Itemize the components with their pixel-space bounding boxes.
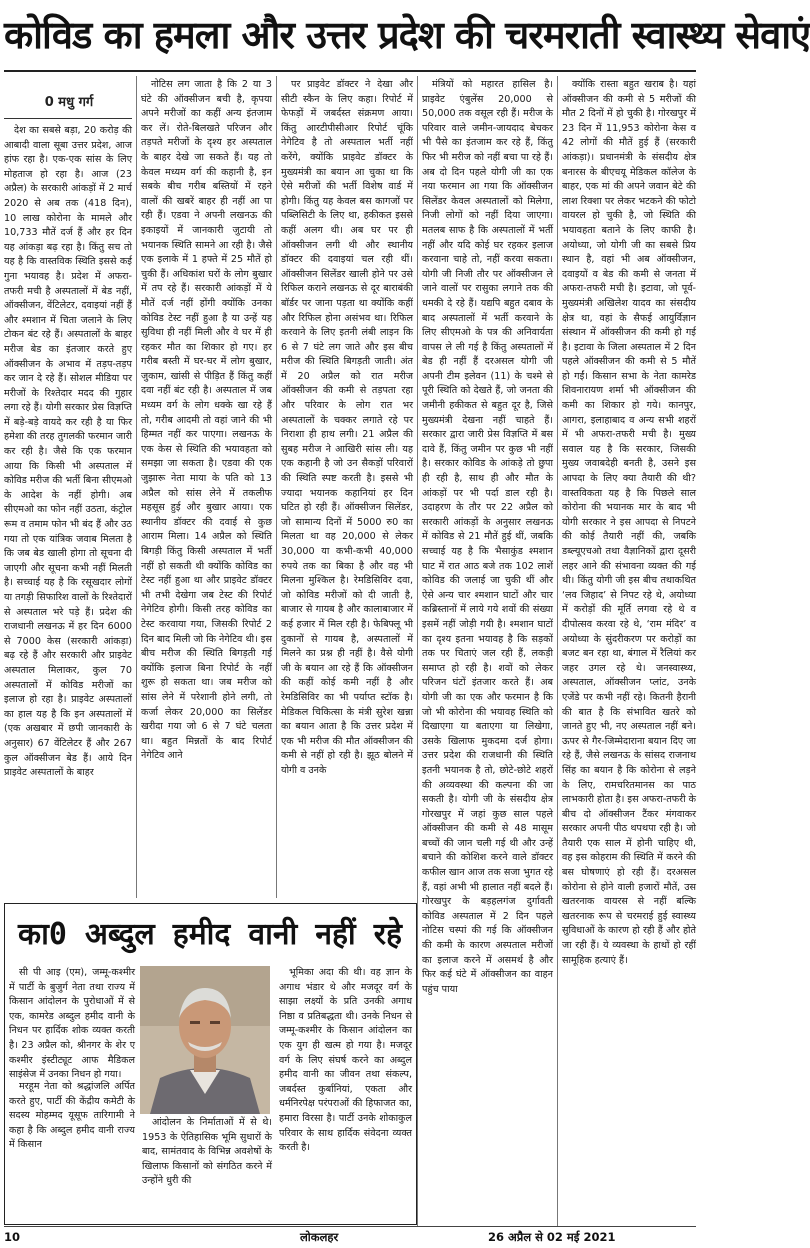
obituary-text: मरहूम नेता को श्रद्धांजलि अर्पित करते हुए, पार्टी की केंद्रीय कमेटी के सदस्य मोहम्मद यूसूफ तारिगामी ने कहा है कि अब्दुल हमीद वानी राज्य में किसान	[9, 1081, 135, 1151]
article-text: क्योंकि रास्ता बहुत खराब है। यहां ऑक्सीजन की कमी से 5 मरीजों की मौत 2 दिनों में हो चुकी है। गोरखपुर में 23 दिन में 11,953 कोरोना केस व 42 लोगों की मौतें हुई हैं (सरकारी आंकड़ा)। प्रधानमंत्री के संसदीय क्षेत्र बनारस के बीएचयू मेडिकल कॉलेज के बाहर, एक मां की अपने जवान बेटे की लाश रिक्शा पर लेकर भटकने की फोटो वायरल हो चुकी है, जो स्थिति की भयावहता बताने के लिए काफी है। अयोध्या, जो योगी जी का सबसे प्रिय स्थान है, वहां भी अब ऑक्सीजन, दवाइयों व बेड की कमी से जनता में अफरा-तफरी मची है। इटावा, जो पूर्व-मुख्यमंत्री अखिलेश यादव का संसदीय क्षेत्र था, वहां के सैफई आयुर्विज्ञान संस्थान में ऑक्सीजन की कमी हो गई है। इटावा के जिला अस्पताल में 2 दिन पहले ऑक्सीजन की कमी से 5 मौतें हो गईं। किसान सभा के नेता कामरेड शिवनारायण शर्मा भी ऑक्सीजन की कमी का शिकार हो गये। कानपुर, आगरा, इलाहाबाद व अन्य सभी शहरों में भी अफरा-तफरी मची है। मुख्य सवाल यह है कि सरकार, जिसकी मुख्य जवाबदेही बनती है, उसने इस आपदा के लिए क्या तैयारी की थी? वास्तविकता यह है कि पिछले साल कोरोना की भयानक मार के बाद भी योगी सरकार ने इस आपदा से निपटने की कोई तैयारी नहीं की, जबकि डब्ल्यूएचओ तथा वैज्ञानिकों द्वारा दूसरी लहर आने की संभावना व्यक्त की गई थी। किंतु योगी जी इस बीच तथाकथित ‘लव जिहाद’ से निपट रहे थे, अयोध्या में करोड़ों की मूर्ति लगवा रहे थे व दीपोत्सव करवा रहे थे, ‘राम मंदिर’ व अयोध्या के सुंदरीकरण पर करोड़ों का बजट बन रहा था, बंगाल में रैलियां कर जहर उगल रहे थे। जनस्वास्थ्य, अस्पताल, ऑक्सीजन प्लांट, उनके एजेंडे पर कभी नहीं रहे। कितनी हैरानी की बात है कि संभावित खतरे को जानते हुए भी, नए अस्पताल नहीं बने। ऊपर से गैर-जिम्मेदाराना बयान दिए जा रहे हैं, जैसे लखनऊ के सांसद राजनाथ सिंह का बयान है कि कोरोना से लड़ने के लिए, रामचरितमानस का पाठ लाभकारी होता है। इस अफरा-तफरी के बीच दो ऑक्सीजन टैंकर मंगवाकर सरकार अपनी पीठ थपथपा रही है। जो तैयारी एक साल में होनी चाहिए थी, वह इस कोहराम की स्थिति में करने की बस घोषणाएं हो रही हैं। दरअसल कोरोना से होने वाली हजारों मौतें, उस खतरनाक वायरस से नहीं बल्कि खतरनाक रूप से चरमराई हुई स्वास्थ्य सुविधाओं के कारण हो रही हैं और होते जा रही हैं। ये व्यवस्था के हाथों हो रहीं सामूहिक हत्याएं हैं।	[562, 79, 696, 966]
byline-rule	[4, 118, 132, 119]
headline: कोविड का हमला और उत्तर प्रदेश की चरमराती स्वास्थ्य सेवाएं	[4, 13, 810, 57]
issue-date: 26 अप्रैल से 02 मई 2021	[488, 1230, 616, 1244]
column-divider	[417, 76, 418, 1226]
column-divider	[276, 76, 277, 898]
headline-rule	[4, 70, 696, 72]
obituary-column-2	[142, 1116, 272, 1222]
article-column-2	[141, 78, 272, 898]
article-text: मंत्रियों को महारत हासिल है। प्राइवेट एंबुलेंस 20,000 से 50,000 तक वसूल रही हैं। मरीज के परिवार वाले जमीन-जायदाद बेचकर भी पैसे का इंतजाम कर रहे हैं, किंतु फिर भी मरीज को नहीं बचा पा रहे हैं। अब दो दिन पहले योगी जी का एक नया फरमान आ गया कि ऑक्सीजन सिलेंडर केवल अस्पतालों को मिलेगा, निजी लोगों को नहीं दिया जाएगा। मतलब साफ है कि अस्पतालों में भर्ती नहीं और यदि कोई घर रहकर इलाज करवाना चाहे तो, नहीं करवा सकता। योगी जी निजी तौर पर ऑक्सीजन ले जाने वालों पर रासुका लगाने तक की धमकी दे रहे हैं। यद्यपि बहुत दबाव के बाद अस्पतालों में भर्ती करवाने के लिए सीएमओ के पत्र की अनिवार्यता वापस ले ली गई है किंतु अस्पतालों में बेड ही नहीं हैं दरअसल योगी जी अपनी टीम इलेवन (11) के चश्मे से पूरी स्थिति को देखते हैं, जो जनता की जमीनी हकीकत से बहुत दूर है, जिसे मुख्यमंत्री देखना नहीं चाहते हैं। सरकार द्वारा जारी प्रेस विज्ञप्ति में बस दावे हैं, किंतु जमीन पर कुछ भी नहीं है। सरकार कोविड के आंकड़े तो छुपा ही रही है, साथ ही और मौत के आंकड़ों पर भी पर्दा डाल रही है। उदाहरण के तौर पर 22 अप्रैल को सरकारी आंकड़ों के अनुसार लखनऊ में कोविड से 21 मौतें हुई थीं, जबकि सच्चाई यह है कि भैसाकुंड श्मशान घाट में रात आठ बजे तक 102 लाशें कोविड की जलाई जा चुकी थीं और ऐसे अन्य चार श्मशान घाटों और चार कब्रिस्तानों में लाये गये शवों की संख्या इसमें नहीं जोड़ी गयी है। श्मशान घाटों का दृश्य इतना भयावह है कि सड़कों तक पर चिताएं जल रही हैं, लकड़ी समाप्त हो रही है। शवों को लेकर परिजन घंटों इंतजार करते हैं। अब योगी जी का एक और फरमान है कि जो भी कोरोना की भयावह स्थिति को दिखाएगा या बताएगा या लिखेगा, उसके खिलाफ मुकदमा दर्ज होगा। उत्तर प्रदेश की राजधानी की स्थिति इतनी भयानक है तो, छोटे-छोटे शहरों की अव्यवस्था की कल्पना की जा सकती है। योगी जी के संसदीय क्षेत्र गोरखपुर में जहां कुछ साल पहले ऑक्सीजन की कमी से 48 मासूम बच्चों की जान चली गई थी और उन्हें बचाने की कोशिश करने वाले डॉक्टर कफील खान आज तक सजा भुगत रहे हैं, वहां अभी भी हालात नहीं बदले हैं। गोरखपुर के बड़हलगंज दुर्गावती कोविड अस्पताल में 2 दिन पहले नोटिस चस्पां की गई कि ऑक्सीजन की कमी के कारण अस्पताल मरीजों का इलाज करने में असमर्थ है और फिर कई घंटे में ऑक्सीजन का वाहन पहुंच पाया	[422, 79, 553, 995]
obituary-text: भूमिका अदा की थी। वह ज्ञान के अगाध भंडार थे और मजदूर वर्ग के साझा लक्ष्यों के प्रति उनकी अगाध निष्ठा व प्रतिबद्धता थी। उनके निधन से जम्मू-कश्मीर के किसान आंदोलन का एक युग ही खत्म हो गया है। मजदूर वर्ग के लिए संघर्ष करने का अब्दुल हमीद वानी का जीवन तथा संकल्प, जबर्दस्त कुर्बानियां, एकता और धर्मनिरपेक्ष परंपराओं की हिफाजत का, हमारा विरसा है। पार्टी उनके शोकाकुल परिवार के साथ हार्दिक संवेदना व्यक्त करती है।	[279, 967, 412, 1154]
obituary-text: आंदोलन के निर्माताओं में से थे। 1953 के ऐतिहासिक भूमि सुधारों के बाद, सामंतवाद के विभिन्न अवशेषों के खिलाफ किसानों को संगठित करने में उन्होंने धुरी की	[142, 1117, 272, 1187]
column-divider	[136, 76, 137, 898]
column-divider	[557, 76, 558, 1226]
obituary-column-3	[279, 966, 412, 1222]
article-column-3	[281, 78, 413, 898]
article-column-5	[562, 78, 696, 1224]
article-text: पर प्राइवेट डॉक्टर ने देखा और सीटी स्कैन के लिए कहा। रिपोर्ट में फेफड़ों में जबर्दस्त संक्रमण आया। किंतु आरटीपीसीआर रिपोर्ट चूंकि नेगेटिव है तो अस्पताल भर्ती नहीं करेंगे, क्योंकि प्राइवेट डॉक्टर के मुख्यमंत्री का बयान आ चुका था कि ऐसे मरीजों की भर्ती विशेष वार्ड में होगी। किंतु यह केवल बस कागजों पर पब्लिसिटी के लिए था, हकीकत इससे कहीं अलग थी। अब घर पर ही ऑक्सीजन लगी थी और स्थानीय डॉक्टर की दवाइयां चल रही थीं। ऑक्सीजन सिलेंडर खाली होने पर उसे रिफिल कराने लखनऊ से दूर बाराबंकी बॉर्डर पर जाना पड़ता था क्योंकि कहीं और रिफिल होना असंभव था। रिफिल करवाने के लिए इतनी लंबी लाइन कि 6 से 7 घंटे लग जाते और इस बीच मरीज की स्थिति बिगड़ती जाती। अंत में 20 अप्रैल को रात मरीज ऑक्सीजन की कमी से तड़पता रहा और परिवार के लोग रात भर अस्पतालों के चक्कर लगाते रहे पर निराशा ही हाथ लगी। 21 अप्रैल की सुबह मरीज ने आखिरी सांस ली। यह एक कहानी है जो उन सैकड़ों परिवारों की स्थिति स्पष्ट करती है। इससे भी ज्यादा भयानक कहानियां हर दिन घटित हो रही हैं। ऑक्सीजन सिलेंडर, जो सामान्य दिनों में 5000 रु0 का मिलता था वह 20,000 से लेकर 30,000 या कभी-कभी 40,000 रुपये तक का बिका है और वह भी मिलना मुश्किल है। रेमडिसिविर दवा, जो कोविड मरीजों को दी जाती है, बाजार से गायब है और कालाबाजार में कई हजार में मिल रही है। फेबिफ्लू भी दुकानों से गायब है, अस्पतालों में मिलने का प्रश्न ही नहीं है। वैसे योगी जी के बयान आ रहे हैं कि ऑक्सीजन की कहीं कोई कमी नहीं है और रेमडिसिविर का भी पर्याप्त स्टॉक है। मेडिकल चिकित्सा के मंत्री सुरेश खन्ना का बयान आता है कि उत्तर प्रदेश में एक भी मरीज की मौत ऑक्सीजन की कमी से नहीं हो रही है। झूठ बोलने में योगी व उनके	[281, 79, 413, 776]
article-column-4	[422, 78, 553, 1224]
portrait-photo	[140, 966, 270, 1114]
article-text: नोटिस लग जाता है कि 2 या 3 घंटे की ऑक्सीजन बची है, कृपया अपने मरीजों का कहीं अन्य इंतजाम कर लें। रोते-बिलखते परिजन और तड़पते मरीजों के दृश्य हर अस्पताल के बाहर देखे जा सकते हैं। यह तो केवल मध्यम वर्ग की कहानी है, इन सबके बीच गरीब बस्तियों में रहने वालों की खबरें बाहर ही नहीं आ पा रही हैं। एडवा ने अपनी लखनऊ की इकाइयों में जानकारी जुटायी तो भयानक स्थिति सामने आ रही है। जैसे एक इलाके में 1 हफ्ते में 25 मौतें हो चुकी हैं। अधिकांश घरों के लोग बुखार में तप रहे हैं। सरकारी आंकड़ों में ये मौतें दर्ज नहीं होंगी क्योंकि उनका कोविड टेस्ट नहीं हुआ है या उन्हें यह सुविधा ही नहीं मिली और वे घर में ही रहकर मौत का शिकार हो गए। हर गरीब बस्ती में घर-घर में लोग बुखार, जुकाम, खांसी से पीड़ित हैं किंतु कहीं दवा नहीं बंट रही है। अस्पताल में जब मध्यम वर्ग के लोग धक्के खा रहे हैं तो, गरीब आदमी तो वहां जाने की भी हिम्मत नहीं कर पाएगा। लखनऊ के एक केस से स्थिति की भयावहता को समझा जा सकता है। एडवा की एक जुझारू नेता माया के पति को 13 अप्रैल को सांस लेने में तकलीफ महसूस हुई और बुखार आया। एक स्थानीय डॉक्टर की दवाई से कुछ आराम मिला। 14 अप्रैल को स्थिति बिगड़ी किंतु किसी अस्पताल में भर्ती नहीं हो सकती थी क्योंकि कोविड का टेस्ट नहीं हुआ था और प्राइवेट डॉक्टर भी तभी देखेगा जब टेस्ट की रिपोर्ट नेगेटिव होगी। किसी तरह कोविड का टेस्ट करवाया गया, जिसकी रिपोर्ट 2 दिन बाद मिली जो कि नेगेटिव थी। इस बीच मरीज की स्थिति बिगड़ती गई क्योंकि इलाज बिना रिपोर्ट के नहीं शुरू हो सकता था। जब मरीज को सांस लेने में परेशानी होने लगी, तो कर्जा लेकर 20,000 का सिलेंडर खरीदा गया जो 6 से 7 घंटे चलता था। बहुत मिन्नतों के बाद रिपोर्ट नेगेटिव आने	[141, 79, 272, 762]
obituary-column-1-bottom	[9, 1080, 135, 1222]
obituary-title: का0 अब्दुल हमीद वानी नहीं रहे	[18, 917, 402, 952]
article-text: देश का सबसे बड़ा, 20 करोड़ की आबादी वाला सूबा उत्तर प्रदेश, आज हांफ रहा है। एक-एक सांस के लिए मोहताज हो रहा है। आज (23 अप्रैल) के सरकारी आंकड़ों में 2 मार्च 2020 से अब तक (418 दिन), 10 लाख कोरोना के मामले और 10,733 मौतें दर्ज हैं और हर दिन यह आंकड़ा बढ़ रहा है। किंतु सच तो यह है कि वास्तविक स्थिति इससे कई गुना भयावह है। प्रदेश में अफरा-तफरी मची है अस्पतालों में बेड नहीं, ऑक्सीजन, वेंटिलेटर, दवाइयां नहीं हैं और श्मशान में चिता जलाने के लिए टोकन बंट रहे हैं। अस्पतालों के बाहर मरीज बेड का इंतजार करते हुए ऑक्सीजन के अभाव में तड़प-तड़प कर जान दे रहे हैं। सोशल मीडिया पर मरीजों के रिश्तेदार मदद की गुहार लगा रहे हैं। योगी सरकार प्रेस विज्ञप्ति में बड़े-बड़े वायदे कर रही है या फिर हमेशा की तरह तुगलकी फरमान जारी कर रही है। जैसे कि एक फरमान आया कि किसी भी अस्पताल में कोविड मरीज की भर्ती बिना सीएमओ के आदेश के नहीं होगी। अब सीएमओ का फोन नहीं उठता, कंट्रोल रूम व तमाम फोन भी बंद हैं और उठ गया तो एक यांत्रिक जवाब मिलता है कि जब बेड खाली होगा तो सूचना दी जाएगी और सूचना कभी नहीं मिलती है। सच्चाई यह है कि रसूखदार लोगों या तगड़ी सिफारिश वालों के रिश्तेदारों से अस्पताल भरे पड़े हैं। प्रदेश की राजधानी लखनऊ में हर दिन 6000 से 7000 केस (सरकारी आंकड़ा) बढ़ रहे हैं और सरकारी और प्राइवेट अस्पताल मिलाकर, कुल 70 अस्पतालों में कोविड मरीजों का इलाज हो रहा है। प्राइवेट अस्पतालों का हाल यह है कि इन अस्पतालों में (एक अखबार में छपी जानकारी के अनुसार) 67 वेंटिलेटर हैं और 267 कुल ऑक्सीजन बेड हैं। आये दिन प्राइवेट अस्पतालों के बाहर	[4, 125, 132, 779]
obituary-text: सी पी आइ (एम), जम्मू-कश्मीर में पार्टी के बुजुर्ग नेता तथा राज्य में किसान आंदोलन के पुरोधाओं में से एक, कामरेड अब्दुल हमीद वानी के निधन पर हार्दिक शोक व्यक्त करती है। 23 अप्रैल को, श्रीनगर के शेर ए कश्मीर इंस्टीट्यूट आफ मैडिकल साइंसेज में उनका निधन हो गया।	[9, 967, 135, 1081]
portrait-photo-icon	[140, 966, 270, 1114]
article-column-1	[4, 124, 132, 898]
publication-name: लोकलहर	[300, 1230, 339, 1244]
page-number: 10	[4, 1230, 21, 1244]
byline: 0 मधु गर्ग	[44, 95, 94, 110]
obituary-column-1-top	[9, 966, 135, 1081]
